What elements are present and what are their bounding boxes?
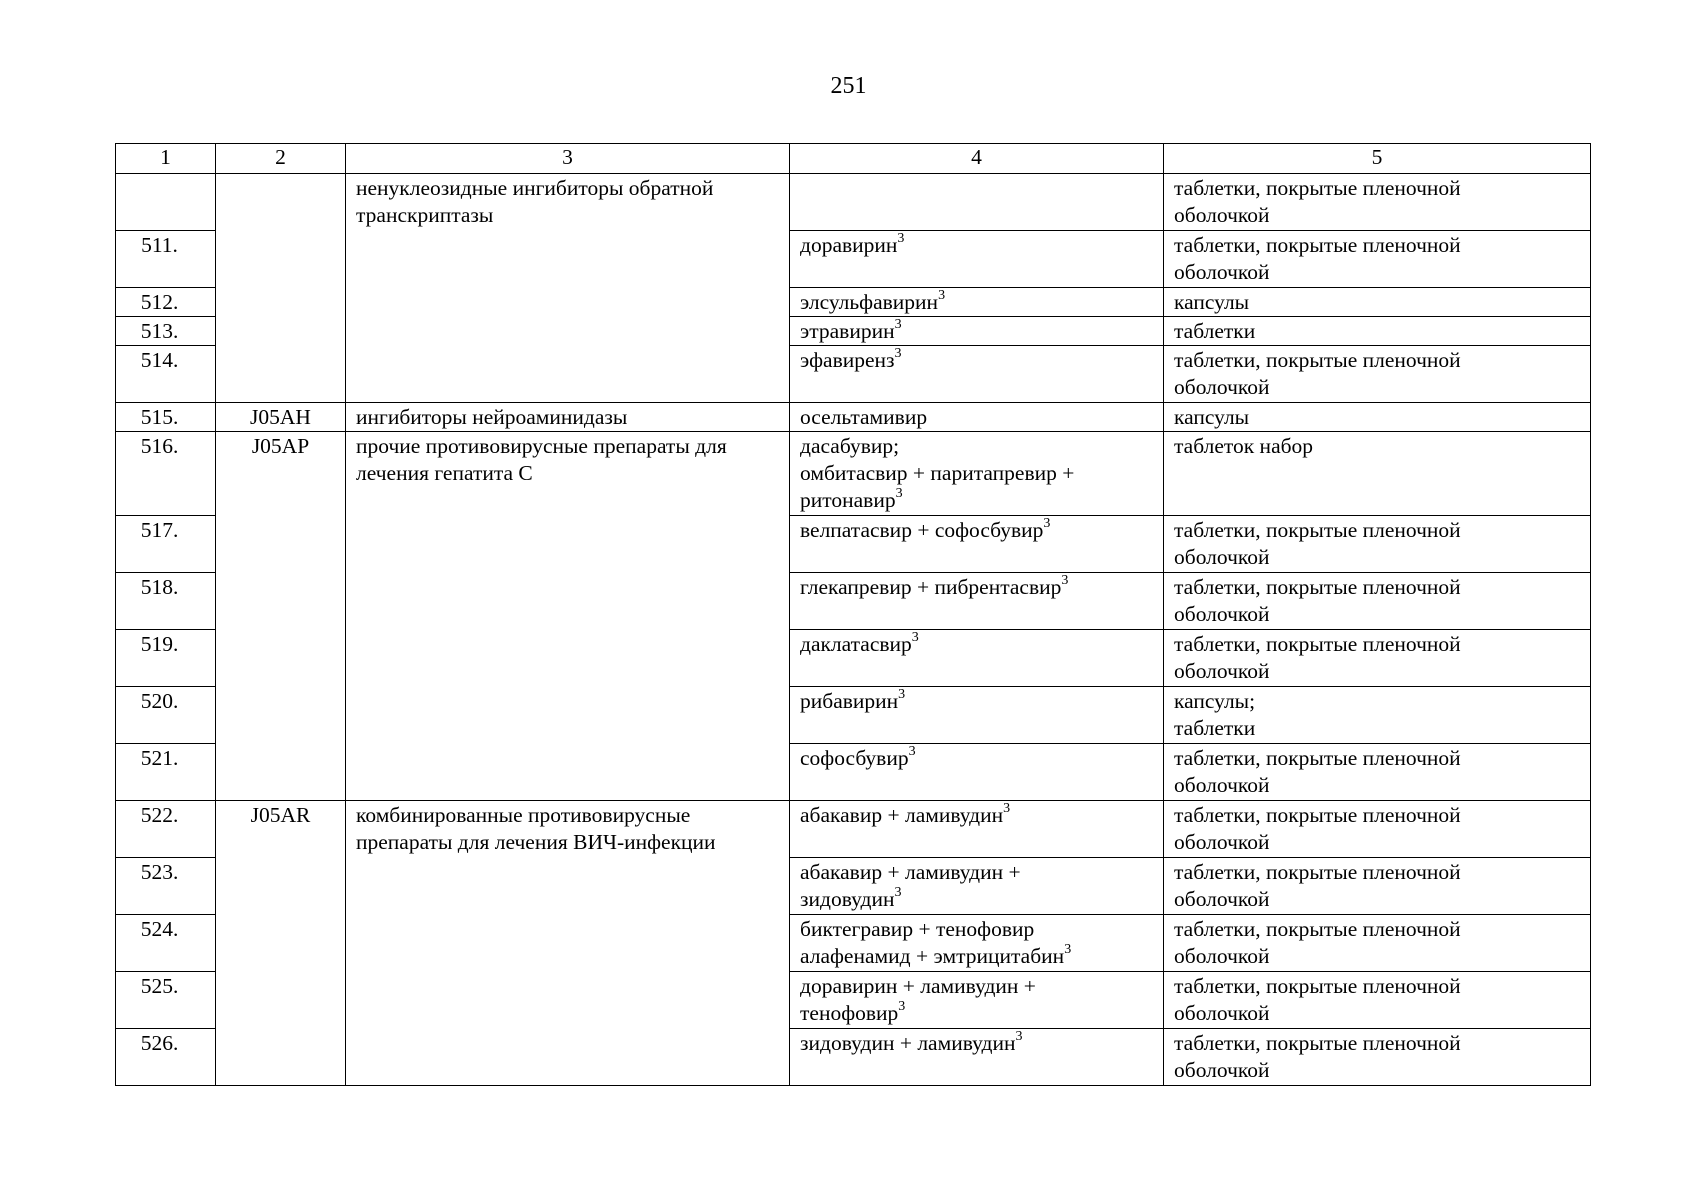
- pharm-group-line: прочие противовирусные препараты для: [356, 434, 727, 458]
- footnote-mark: 3: [895, 485, 903, 501]
- drug-name: [790, 915, 1164, 972]
- drug-name: [790, 801, 1164, 858]
- drug-name-line: доравирин + ламивудин +: [800, 974, 1036, 998]
- drug-name: [790, 346, 1164, 403]
- drug-name-line: этравирин: [800, 319, 895, 343]
- row-number: 526.: [116, 1029, 216, 1086]
- drug-name-line: рибавирин: [800, 689, 899, 713]
- drug-name: [790, 288, 1164, 317]
- footnote-mark: 3: [898, 686, 906, 702]
- row-number: 525.: [116, 972, 216, 1029]
- pharm-group: [346, 801, 790, 1086]
- row-number: 524.: [116, 915, 216, 972]
- dosage-form: [1164, 972, 1591, 1029]
- drug-name-line: софосбувир: [800, 746, 909, 770]
- drug-name-line: элсульфавирин: [800, 290, 939, 314]
- pharm-group: [346, 432, 790, 801]
- header-cell: 3: [346, 144, 790, 174]
- footnote-mark: 3: [1003, 800, 1011, 816]
- dosage-form: [1164, 801, 1591, 858]
- drug-name: [790, 1029, 1164, 1086]
- dosage-form: [1164, 630, 1591, 687]
- footnote-mark: 3: [897, 230, 905, 246]
- dosage-form: [1164, 317, 1591, 346]
- row-number: 516.: [116, 432, 216, 516]
- drug-name-line: ритонавир: [800, 488, 896, 512]
- header-cell: 5: [1164, 144, 1591, 174]
- dosage-form-line: таблетки, покрытые пленочной: [1174, 860, 1461, 884]
- footnote-mark: 3: [911, 629, 919, 645]
- dosage-form-line: капсулы;: [1174, 689, 1256, 713]
- drug-name: [790, 231, 1164, 288]
- drug-name: [790, 858, 1164, 915]
- drug-name: [790, 972, 1164, 1029]
- row-number: 523.: [116, 858, 216, 915]
- drug-name-line: тенофовир: [800, 1001, 899, 1025]
- drug-name-line: абакавир + ламивудин +: [800, 860, 1021, 884]
- footnote-mark: 3: [894, 345, 902, 361]
- drug-name-line: зидовудин + ламивудин: [800, 1031, 1016, 1055]
- drug-list-table: [115, 143, 1591, 1086]
- drug-name: [790, 516, 1164, 573]
- dosage-form-line: таблетки, покрытые пленочной: [1174, 803, 1461, 827]
- atc-code: J05AP: [216, 432, 346, 801]
- drug-name: [790, 630, 1164, 687]
- footnote-mark: 3: [894, 316, 902, 332]
- dosage-form-line: оболочкой: [1174, 773, 1270, 797]
- dosage-form-line: таблетки, покрытые пленочной: [1174, 746, 1461, 770]
- pharm-group-line: ненуклеозидные ингибиторы обратной: [356, 176, 714, 200]
- pharm-group-line: ингибиторы нейроаминидазы: [356, 405, 628, 429]
- pharm-group-line: комбинированные противовирусные: [356, 803, 691, 827]
- dosage-form-line: оболочкой: [1174, 375, 1270, 399]
- footnote-mark: 3: [938, 287, 946, 303]
- dosage-form: [1164, 687, 1591, 744]
- dosage-form-line: капсулы: [1174, 290, 1250, 314]
- dosage-form: [1164, 744, 1591, 801]
- dosage-form-line: таблетки, покрытые пленочной: [1174, 632, 1461, 656]
- drug-name: [790, 573, 1164, 630]
- dosage-form-line: таблетки, покрытые пленочной: [1174, 518, 1461, 542]
- drug-name-line: алафенамид + эмтрицитабин: [800, 944, 1065, 968]
- pharm-group-line: транскриптазы: [356, 203, 494, 227]
- dosage-form: [1164, 1029, 1591, 1086]
- row-number: 522.: [116, 801, 216, 858]
- dosage-form-line: таблетки: [1174, 319, 1256, 343]
- row-number: 512.: [116, 288, 216, 317]
- drug-name-line: зидовудин: [800, 887, 895, 911]
- drug-name-line: дасабувир;: [800, 434, 900, 458]
- row-number: 520.: [116, 687, 216, 744]
- dosage-form: [1164, 858, 1591, 915]
- dosage-form-line: оболочкой: [1174, 602, 1270, 626]
- dosage-form-line: таблетки: [1174, 716, 1256, 740]
- dosage-form-line: оболочкой: [1174, 830, 1270, 854]
- dosage-form-line: оболочкой: [1174, 1058, 1270, 1082]
- table-row: [116, 403, 1591, 432]
- table-row: [116, 801, 1591, 858]
- dosage-form-line: оболочкой: [1174, 545, 1270, 569]
- header-cell: 4: [790, 144, 1164, 174]
- dosage-form-line: таблетки, покрытые пленочной: [1174, 1031, 1461, 1055]
- dosage-form-line: таблетки, покрытые пленочной: [1174, 348, 1461, 372]
- pharm-group: [346, 174, 790, 403]
- dosage-form: [1164, 346, 1591, 403]
- row-number: 521.: [116, 744, 216, 801]
- dosage-form: [1164, 174, 1591, 231]
- drug-name-line: даклатасвир: [800, 632, 912, 656]
- row-number: 517.: [116, 516, 216, 573]
- header-cell: 2: [216, 144, 346, 174]
- row-number: 519.: [116, 630, 216, 687]
- row-number: 514.: [116, 346, 216, 403]
- drug-name-line: абакавир + ламивудин: [800, 803, 1004, 827]
- dosage-form-line: оболочкой: [1174, 944, 1270, 968]
- row-number: 518.: [116, 573, 216, 630]
- drug-name-line: велпатасвир + софосбувир: [800, 518, 1044, 542]
- drug-name: [790, 432, 1164, 516]
- footnote-mark: 3: [894, 884, 902, 900]
- footnote-mark: 3: [1061, 572, 1069, 588]
- drug-name: [790, 317, 1164, 346]
- drug-name: [790, 744, 1164, 801]
- dosage-form: [1164, 915, 1591, 972]
- atc-code: [216, 174, 346, 403]
- dosage-form-line: таблетки, покрытые пленочной: [1174, 974, 1461, 998]
- table-row: [116, 432, 1591, 516]
- table-row: [116, 174, 1591, 231]
- dosage-form-line: оболочкой: [1174, 887, 1270, 911]
- dosage-form-line: оболочкой: [1174, 659, 1270, 683]
- dosage-form-line: оболочкой: [1174, 203, 1270, 227]
- footnote-mark: 3: [908, 743, 916, 759]
- drug-name: [790, 687, 1164, 744]
- dosage-form-line: оболочкой: [1174, 1001, 1270, 1025]
- drug-name-line: глекапревир + пибрентасвир: [800, 575, 1062, 599]
- dosage-form: [1164, 288, 1591, 317]
- footnote-mark: 3: [898, 998, 906, 1014]
- row-number: 511.: [116, 231, 216, 288]
- drug-name-line: биктегравир + тенофовир: [800, 917, 1035, 941]
- dosage-form: [1164, 573, 1591, 630]
- dosage-form: [1164, 231, 1591, 288]
- atc-code: J05AR: [216, 801, 346, 1086]
- footnote-mark: 3: [1043, 515, 1051, 531]
- row-number: [116, 174, 216, 231]
- dosage-form-line: оболочкой: [1174, 260, 1270, 284]
- atc-code: J05AH: [216, 403, 346, 432]
- pharm-group: [346, 403, 790, 432]
- dosage-form: [1164, 432, 1591, 516]
- footnote-mark: 3: [1015, 1028, 1023, 1044]
- dosage-form: [1164, 516, 1591, 573]
- page-number: 251: [830, 73, 867, 99]
- drug-name-line: эфавиренз: [800, 348, 895, 372]
- drug-name: [790, 403, 1164, 432]
- dosage-form-line: таблетки, покрытые пленочной: [1174, 575, 1461, 599]
- dosage-form-line: капсулы: [1174, 405, 1250, 429]
- header-row: [116, 144, 1591, 174]
- pharm-group-line: лечения гепатита С: [356, 461, 533, 485]
- header-cell: 1: [116, 144, 216, 174]
- drug-name-line: осельтамивир: [800, 405, 928, 429]
- row-number: 513.: [116, 317, 216, 346]
- dosage-form-line: таблеток набор: [1174, 434, 1314, 458]
- dosage-form: [1164, 403, 1591, 432]
- dosage-form-line: таблетки, покрытые пленочной: [1174, 233, 1461, 257]
- footnote-mark: 3: [1064, 941, 1072, 957]
- pharm-group-line: препараты для лечения ВИЧ-инфекции: [356, 830, 716, 854]
- dosage-form-line: таблетки, покрытые пленочной: [1174, 176, 1461, 200]
- dosage-form-line: таблетки, покрытые пленочной: [1174, 917, 1461, 941]
- drug-name-line: омбитасвир + паритапревир +: [800, 461, 1075, 485]
- drug-name: [790, 174, 1164, 231]
- row-number: 515.: [116, 403, 216, 432]
- drug-name-line: доравирин: [800, 233, 898, 257]
